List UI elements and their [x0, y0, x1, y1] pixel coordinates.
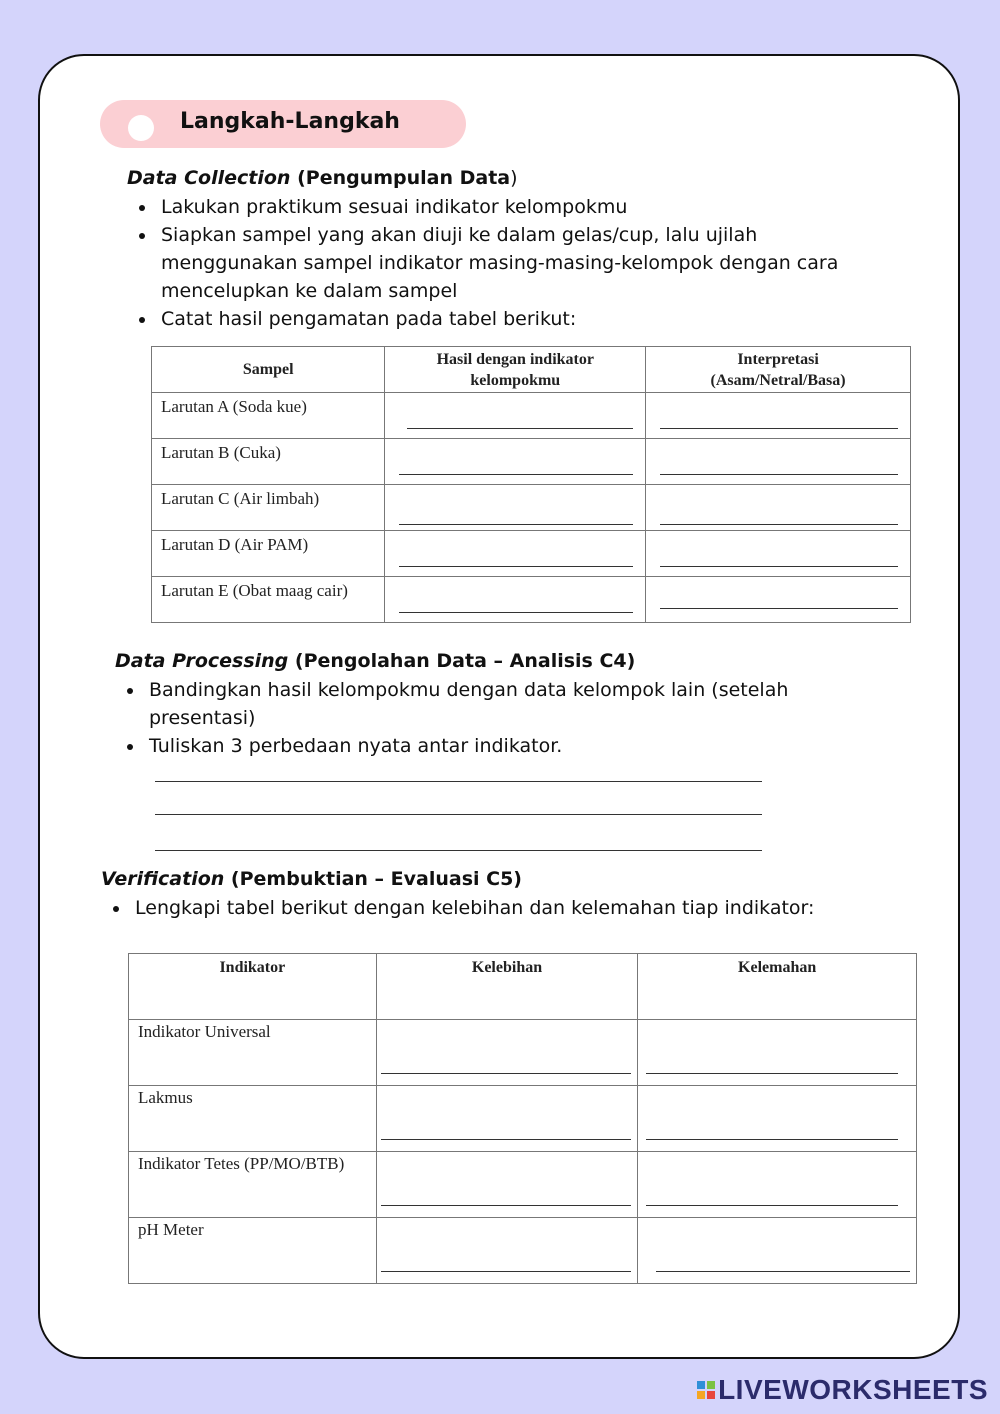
answer-blank[interactable]: [385, 439, 646, 485]
list-item: Tuliskan 3 perbedaan nyata antar indikator.: [115, 732, 855, 760]
section-title-pill: [100, 100, 466, 148]
table-row: [152, 439, 911, 485]
answer-blank[interactable]: [376, 1218, 638, 1284]
row-label: Larutan B (Cuka): [161, 443, 281, 462]
table-row: [129, 1218, 917, 1284]
row-label: Indikator Universal: [138, 1022, 271, 1041]
answer-blank[interactable]: [385, 485, 646, 531]
answer-blank[interactable]: [385, 531, 646, 577]
table-row: [129, 1086, 917, 1152]
section-title: Langkah-Langkah: [180, 109, 400, 134]
column-header: Kelemahan: [638, 954, 917, 1020]
brand-name: LIVEWORKSHEETS: [718, 1374, 988, 1405]
row-label: Larutan A (Soda kue): [161, 397, 307, 416]
row-label: Indikator Tetes (PP/MO/BTB): [138, 1154, 345, 1173]
table-row: [152, 531, 911, 577]
answer-blank[interactable]: [385, 577, 646, 623]
row-label: Larutan C (Air limbah): [161, 489, 320, 508]
table-row: [152, 577, 911, 623]
table-row: [129, 1020, 917, 1086]
list-item: Catat hasil pengamatan pada tabel berikut:: [127, 305, 897, 333]
column-header: Interpretasi (Asam/Netral/Basa): [646, 347, 911, 393]
logo-icon: [697, 1381, 715, 1399]
answer-blank[interactable]: [385, 393, 646, 439]
data-processing-bullets: [115, 676, 855, 760]
pill-dot: [128, 115, 154, 141]
answer-blank[interactable]: [376, 1020, 638, 1086]
row-label: pH Meter: [138, 1220, 204, 1239]
verification-bullets: [101, 894, 901, 922]
answer-blank[interactable]: [638, 1086, 917, 1152]
observation-table: [151, 346, 911, 623]
list-item: Siapkan sampel yang akan diuji ke dalam gelas/cup, lalu ujilah menggunakan sampel indikator masing-masing-kelompok dengan cara mencelupkan ke dalam sampel: [127, 221, 897, 305]
answer-blank[interactable]: [376, 1152, 638, 1218]
liveworksheets-logo: [697, 1374, 988, 1406]
answer-blank[interactable]: [638, 1152, 917, 1218]
answer-line[interactable]: [155, 814, 762, 815]
data-collection-heading: Data Collection (Pengumpulan Data): [127, 167, 518, 189]
answer-blank[interactable]: [646, 439, 911, 485]
list-item: Lengkapi tabel berikut dengan kelebihan dan kelemahan tiap indikator:: [101, 894, 901, 922]
list-item: Lakukan praktikum sesuai indikator kelompokmu: [127, 193, 897, 221]
answer-blank[interactable]: [638, 1020, 917, 1086]
data-collection-bullets: [127, 193, 897, 333]
table-row: [152, 485, 911, 531]
column-header: Kelebihan: [376, 954, 638, 1020]
answer-blank[interactable]: [646, 485, 911, 531]
row-label: Lakmus: [138, 1088, 193, 1107]
answer-blank[interactable]: [646, 531, 911, 577]
column-header: Sampel: [152, 347, 385, 393]
answer-line[interactable]: [155, 781, 762, 782]
table-row: [152, 393, 911, 439]
answer-line[interactable]: [155, 850, 762, 851]
indicator-table: [128, 953, 917, 1284]
answer-blank[interactable]: [638, 1218, 917, 1284]
answer-blank[interactable]: [646, 577, 911, 623]
verification-heading: Verification (Pembuktian – Evaluasi C5): [101, 868, 522, 890]
answer-blank[interactable]: [376, 1086, 638, 1152]
row-label: Larutan E (Obat maag cair): [161, 581, 348, 600]
column-header: Indikator: [129, 954, 377, 1020]
answer-blank[interactable]: [646, 393, 911, 439]
table-row: [129, 1152, 917, 1218]
list-item: Bandingkan hasil kelompokmu dengan data kelompok lain (setelah presentasi): [115, 676, 855, 732]
data-processing-heading: Data Processing (Pengolahan Data – Analisis C4): [115, 650, 636, 672]
row-label: Larutan D (Air PAM): [161, 535, 309, 554]
column-header: Hasil dengan indikator kelompokmu: [385, 347, 646, 393]
